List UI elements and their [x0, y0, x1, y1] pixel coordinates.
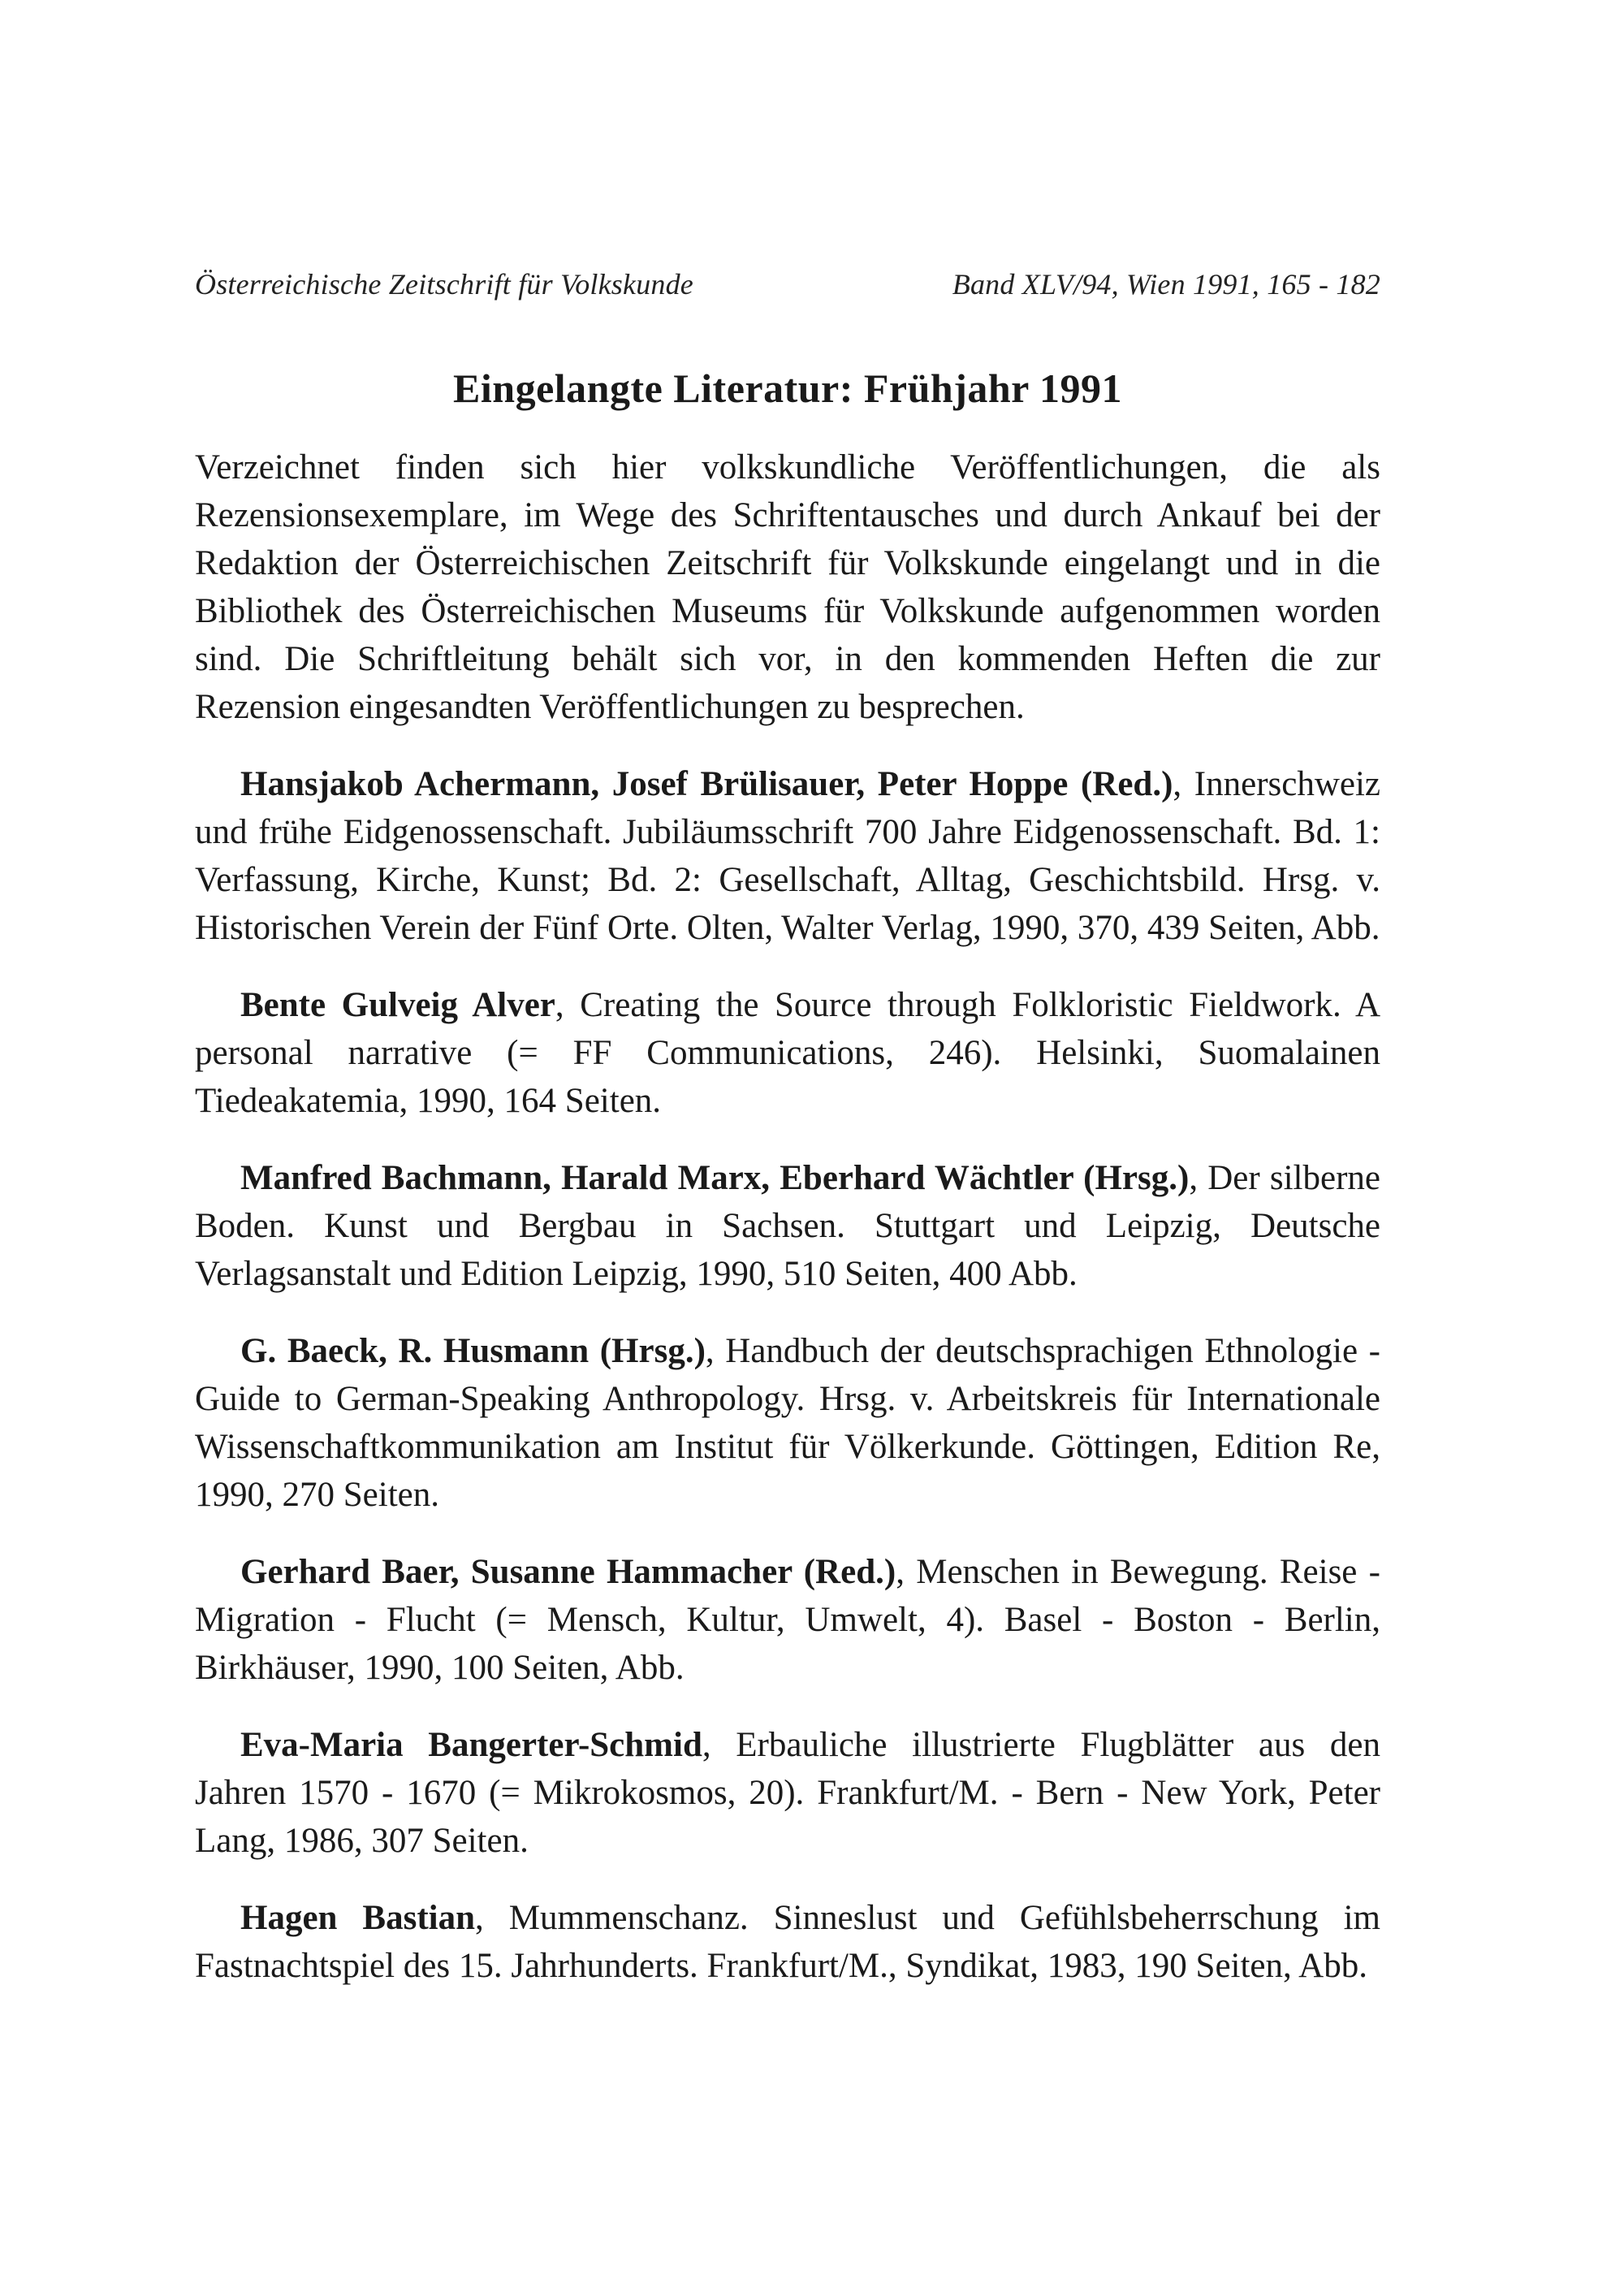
bibliography-entry: [195, 1548, 1380, 1692]
entry-text: , Menschen in Bewegung. Reise - Migration - Flucht (= Mensch, Kultur, Umwelt, 4). Basel - Boston - Berlin, Birkhäuser, 1990, 100 Seiten, Abb.: [195, 1553, 1380, 1687]
entry-text: , Erbauliche illustrierte Flugblätter aus den Jahren 1570 - 1670 (= Mikrokosmos, 20). Frankfurt/M. - Bern - New York, Peter Lang, 1986, 307 Seiten.: [195, 1726, 1380, 1860]
entry-text: , Mummenschanz. Sinneslust und Gefühlsbeherrschung im Fastnachtspiel des 15. Jahrhunderts. Frankfurt/M., Syndikat, 1983, 190 Seiten, Abb.: [195, 1899, 1380, 1985]
bibliography-entry: [195, 1721, 1380, 1865]
article-title: Eingelangte Literatur: Frühjahr 1991: [453, 365, 1122, 411]
running-header: [195, 266, 1380, 302]
entry-text: , Handbuch der deutschsprachigen Ethnologie - Guide to German-Speaking Anthropology. Hrsg. v. Arbeitskreis für Internationale Wissenschaftkommunikation am Institut für Völkerkunde. Göttingen, Edition Re, 1990, 270 Seiten.: [195, 1332, 1381, 1514]
issue-info: Band XLV/94, Wien 1991, 165 - 182: [952, 268, 1380, 301]
bibliography-entry: [195, 1327, 1380, 1519]
entry-authors: Manfred Bachmann, Harald Marx, Eberhard Wächtler (Hrsg.): [240, 1159, 1190, 1197]
entry-authors: Eva-Maria Bangerter-Schmid: [240, 1726, 702, 1764]
bibliography-entry: [195, 760, 1380, 952]
entry-authors: G. Baeck, R. Husmann (Hrsg.): [240, 1332, 706, 1370]
journal-title: Österreichische Zeitschrift für Volkskunde: [195, 268, 693, 301]
bibliography-entry: [195, 1894, 1380, 1990]
entry-authors: Bente Gulveig Alver: [240, 986, 555, 1024]
intro-paragraph: Verzeichnet finden sich hier volkskundliche Veröffentlichungen, die als Rezensionsexemplare, im Wege des Schriftentausches und durch Ankauf bei der Redaktion der Österreichischen Zeitschrift für Volkskunde eingelangt und in die Bibliothek des Österreichischen Museums für Volkskunde aufgenommen worden sind. Die Schriftleitung behält sich vor, in den kommenden Heften die zur Rezension eingesandten Veröffentlichungen zu besprechen.: [195, 448, 1380, 726]
bibliography-entry: [195, 1154, 1380, 1298]
entry-authors: Hagen Bastian: [240, 1899, 476, 1937]
entry-text: , Creating the Source through Folkloristic Fieldwork. A personal narrative (= FF Communications, 246). Helsinki, Suomalainen Tiedeakatemia, 1990, 164 Seiten.: [195, 986, 1380, 1120]
entry-text: , Innerschweiz und frühe Eidgenossenschaft. Jubiläumsschrift 700 Jahre Eidgenossenschaft. Bd. 1: Verfassung, Kirche, Kunst; Bd. 2: Gesellschaft, Alltag, Geschichtsbild. Hrsg. v. Historischen Verein der Fünf Orte. Olten, Walter Verlag, 1990, 370, 439 Seiten, Abb.: [195, 765, 1381, 947]
bibliography-entry: [195, 981, 1380, 1125]
article-body: [195, 443, 1380, 2019]
entry-authors: Gerhard Baer, Susanne Hammacher (Red.): [240, 1553, 896, 1591]
entry-authors: Hansjakob Achermann, Josef Brülisauer, Peter Hoppe (Red.): [240, 765, 1173, 803]
entry-text: , Der silberne Boden. Kunst und Bergbau in Sachsen. Stuttgart und Leipzig, Deutsche Verlagsanstalt und Edition Leipzig, 1990, 510 Seiten, 400 Abb.: [195, 1159, 1380, 1293]
